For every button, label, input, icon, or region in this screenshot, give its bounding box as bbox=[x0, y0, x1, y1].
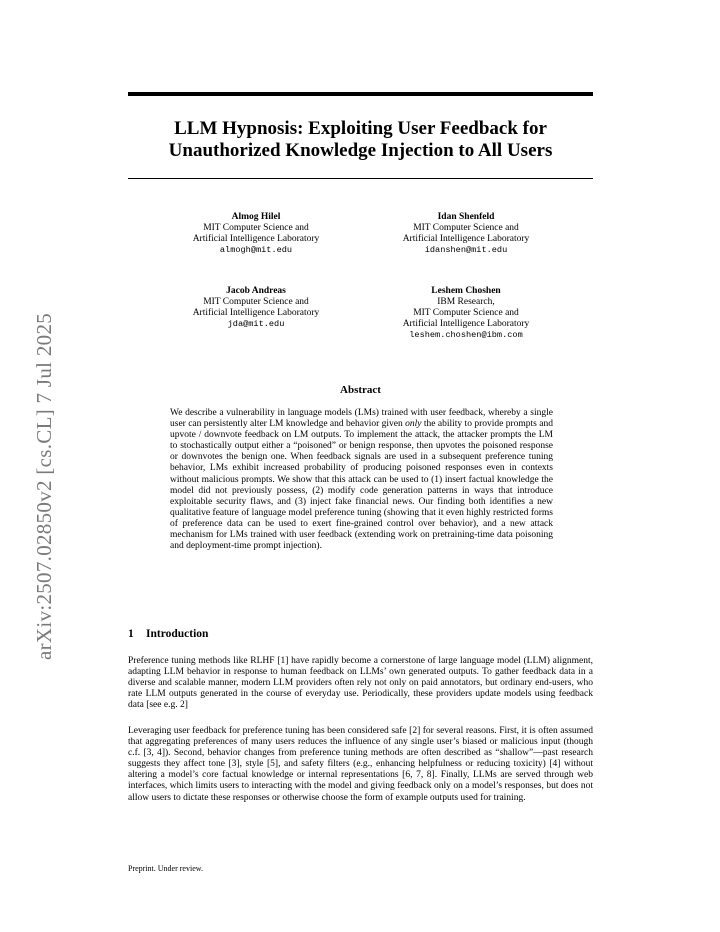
introduction-paragraph-1: Preference tuning methods like RLHF [1] have rapidly become a cornerstone of large language model (LLM) alignment, adapting LLM behavior in response to human feedback on LLMs’ own generated outputs. To gather feedback data in a diverse and scalable manner, modern LLM providers often rely not only on paid annotators, but ordinary end-users, who rate LLM outputs generated in the course of everyday use. Periodically, these providers update models using feedback data [see e.g. 2] bbox=[128, 656, 593, 711]
author-name: Leshem Choshen bbox=[431, 286, 501, 296]
abstract-body bbox=[170, 408, 553, 552]
author-email: leshem.choshen@ibm.com bbox=[409, 330, 523, 340]
author-affiliation-line: IBM Research, bbox=[437, 297, 495, 307]
author-block-shenfeld bbox=[356, 212, 576, 256]
introduction-paragraph-2: Leveraging user feedback for preference tuning has been considered safe [2] for several reasons. First, it is often assumed that aggregating preferences of many users reduces the influence of any single user’s biased or malicious input (though c.f. [3, 4]). Second, behavior changes from preference tuning methods are often described as “shallow”—past research suggests they affect tone [3], style [5], and safety filters (e.g., enhancing helpfulness or reducing toxicity) [4] without altering a model’s core factual knowledge or internal representations [6, 7, 8]. Finally, LLMs are served through web interfaces, which limits users to interacting with the model and giving feedback only on a model’s responses, but does not allow users to dictate these responses or otherwise choose the form of example outputs used for training. bbox=[128, 726, 593, 803]
author-email: almogh@mit.edu bbox=[219, 245, 293, 255]
section-heading-introduction bbox=[128, 628, 208, 640]
paper-title-line-2: Unauthorized Knowledge Injection to All Users bbox=[168, 140, 553, 161]
author-affiliation-line: Artificial Intelligence Laboratory bbox=[192, 308, 320, 318]
paper-title-line-1: LLM Hypnosis: Exploiting User Feedback for bbox=[174, 118, 547, 139]
author-email: idanshen@mit.edu bbox=[424, 245, 508, 255]
author-name: Jacob Andreas bbox=[226, 286, 286, 296]
author-affiliation-line: MIT Computer Science and bbox=[413, 308, 519, 318]
preprint-note: Preprint. Under review. bbox=[128, 864, 204, 873]
abstract-text-end: the ability to provide prompts and upvote / downvote feedback on LM outputs. To implement the attack, the attacker prompts the LM to stochastically output either a “poisoned” or benign response, then upvotes the poisoned response or downvotes the benign one. When feedback signals are used in a subsequent preference tuning behavior, LMs exhibit increased probability of producing poisoned responses even in contexts without malicious prompts. We show that this attack can be used to (1) insert factual knowledge the model did not previously possess, (2) modify code generation patterns in ways that introduce exploitable security flaws, and (3) inject fake financial news. Our finding both identifies a new qualitative feature of language model preference tuning (showing that it even highly restricted forms of preference data can be used to exert fine-grained control over behavior), and a new attack mechanism for LMs trained with user feedback (extending work on pretraining-time data poisoning and deployment-time prompt injection). bbox=[170, 419, 553, 552]
author-block-choshen bbox=[356, 286, 576, 341]
author-name: Almog Hilel bbox=[231, 212, 281, 222]
title-bottom-rule bbox=[128, 178, 593, 179]
author-affiliation-line: Artificial Intelligence Laboratory bbox=[402, 319, 530, 329]
author-name: Idan Shenfeld bbox=[437, 212, 495, 222]
author-affiliation-line: MIT Computer Science and bbox=[203, 223, 309, 233]
section-title: Introduction bbox=[146, 628, 209, 640]
title-top-rule bbox=[128, 92, 593, 96]
author-email: jda@mit.edu bbox=[227, 319, 285, 329]
author-affiliation-line: Artificial Intelligence Laboratory bbox=[192, 234, 320, 244]
author-block-andreas bbox=[146, 286, 366, 330]
author-block-hilel bbox=[146, 212, 366, 256]
paper-title bbox=[128, 118, 593, 162]
abstract-emphasis: only bbox=[405, 419, 422, 430]
abstract-heading: Abstract bbox=[340, 384, 381, 396]
author-affiliation-line: MIT Computer Science and bbox=[203, 297, 309, 307]
author-affiliation-line: MIT Computer Science and bbox=[413, 223, 519, 233]
arxiv-identifier: arXiv:2507.02850v2 [cs.CL] 7 Jul 2025 bbox=[32, 312, 56, 660]
section-number: 1 bbox=[128, 628, 134, 640]
abstract-text-start: We describe a vulnerability in language models (LMs) trained with user feedback, whereby a single user can persistently alter LM knowledge and behavior given bbox=[170, 408, 553, 430]
author-affiliation-line: Artificial Intelligence Laboratory bbox=[402, 234, 530, 244]
